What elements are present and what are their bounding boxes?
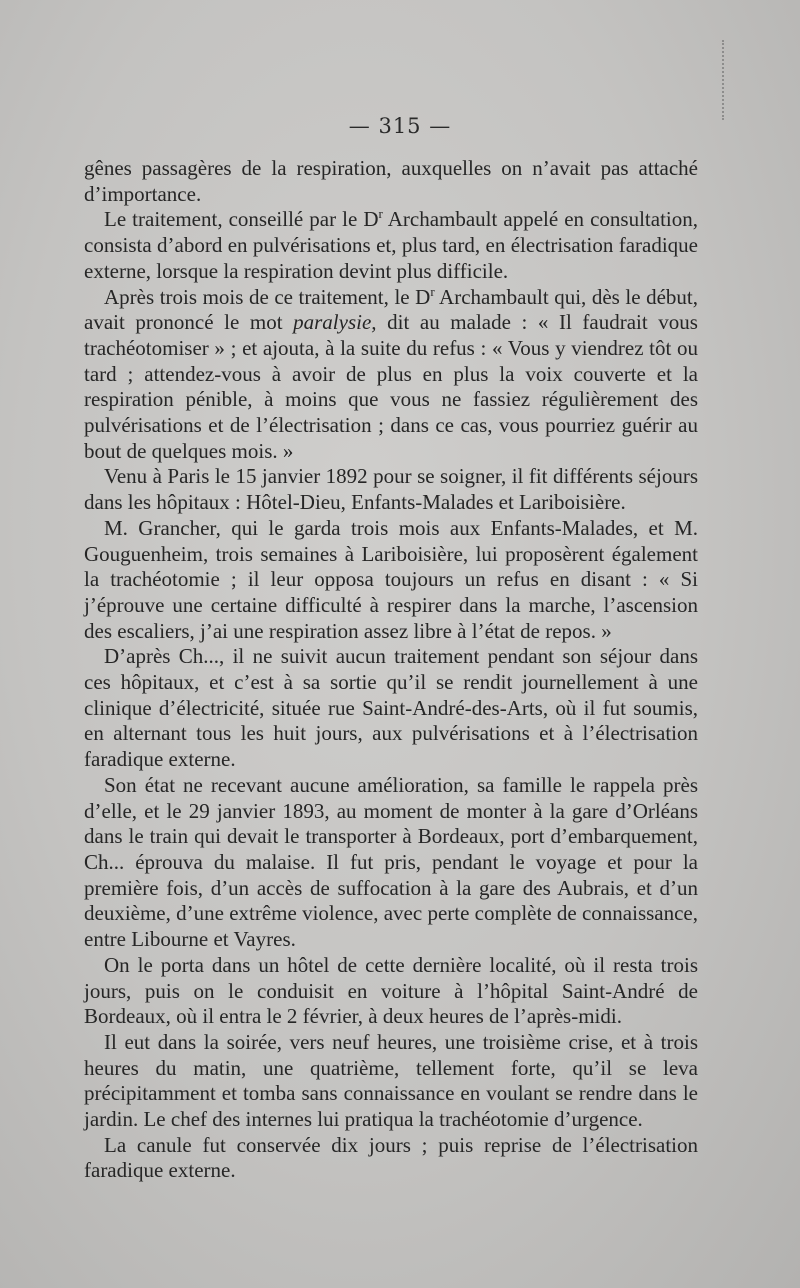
doctor-abbrev-superscript: r [430, 283, 435, 299]
margin-mark [720, 40, 724, 120]
paragraph-after-three-months-text-b: Archambault qui, dès le début, avait prononcé le mot [84, 284, 698, 335]
page-number: — 315 — [348, 114, 452, 138]
paragraph-treatment-text-a: Le traitement, conseillé par le D [104, 207, 379, 232]
paragraph-continuation: gênes passagères de la respiration, auxquelles on n’avait pas attaché d’importance. [84, 156, 698, 206]
doctor-abbrev-superscript: r [378, 206, 383, 222]
italic-word-paralysie: paralysie, [293, 310, 377, 335]
paragraph-treatment-text-b: Archambault appelé en consultation, consista d’abord en pulvérisations et, plus tard, en électrisation faradique externe, lorsque la respiration devint plus difficile. [84, 207, 698, 283]
body-text [84, 156, 698, 1184]
paragraph-after-three-months-text-a: Après trois mois de ce traitement, le D [104, 284, 431, 309]
paragraph-after-three-months-text-c: dit au malade : « Il faudrait vous trachéotomiser » ; et ajouta, à la suite du refus : « Vous y viendrez tôt ou tard ; attendez-vous à avoir de plus en plus la voix couverte et la respiration pénible, à moins que vous ne fassiez régulièrement des pulvérisations et de l’électrisation ; dans ce cas, vous pourriez guérir au bout de quelques mois. » [84, 310, 698, 463]
paragraph-cannula: La canule fut conservée dix jours ; puis reprise de l’électrisation faradique externe. [84, 1132, 698, 1183]
paragraph-hotel: On le porta dans un hôtel de cette dernière localité, où il resta trois jours, puis on le conduisit en voiture à l’hôpital Saint-André de Bordeaux, où il entra le 2 février, à deux heures de l’après-midi. [84, 952, 698, 1029]
paragraph-after-three-months [84, 285, 698, 465]
paragraph-crisis: Il eut dans la soirée, vers neuf heures, une troisième crise, et à trois heures du matin, une quatrième, tellement forte, qu’il se leva précipitamment et tomba sans connaissance en voulant se rendre dans le jardin. Le chef des internes lui pratiqua la trachéotomie d’urgence. [84, 1029, 698, 1132]
paragraph-treatment [84, 207, 698, 284]
paragraph-return-bordeaux: Son état ne recevant aucune amélioration, sa famille le rappela près d’elle, et le 29 janvier 1893, au moment de monter à la gare d’Orléans dans le train qui devait le transporter à Bordeaux, port d’embarquement, Ch... éprouva du malaise. Il fut pris, pendant le voyage et pour la première fois, d’un accès de suffocation à la gare des Aubrais, et d’un deuxième, d’une extrême violence, avec perte complète de connaissance, entre Libourne et Vayres. [84, 772, 698, 952]
paragraph-paris: Venu à Paris le 15 janvier 1892 pour se soigner, il fit différents séjours dans les hôpitaux : Hôtel-Dieu, Enfants-Malades et Lariboisière. [84, 464, 698, 515]
paragraph-no-treatment: D’après Ch..., il ne suivit aucun traitement pendant son séjour dans ces hôpitaux, et c’est à sa sortie qu’il se rendit journellement à une clinique d’électricité, située rue Saint-André-des-Arts, où il fut soumis, en alternant tous les huit jours, aux pulvérisations et à l’électrisation faradique externe. [84, 644, 698, 772]
paragraph-grancher: M. Grancher, qui le garda trois mois aux Enfants-Malades, et M. Gouguenheim, trois semaines à Lariboisière, lui proposèrent également la trachéotomie ; il leur opposa toujours un refus en disant : « Si j’éprouve une certaine difficulté à respirer dans la marche, l’ascension des escaliers, j’ai une respiration assez libre à l’état de repos. » [84, 515, 698, 643]
